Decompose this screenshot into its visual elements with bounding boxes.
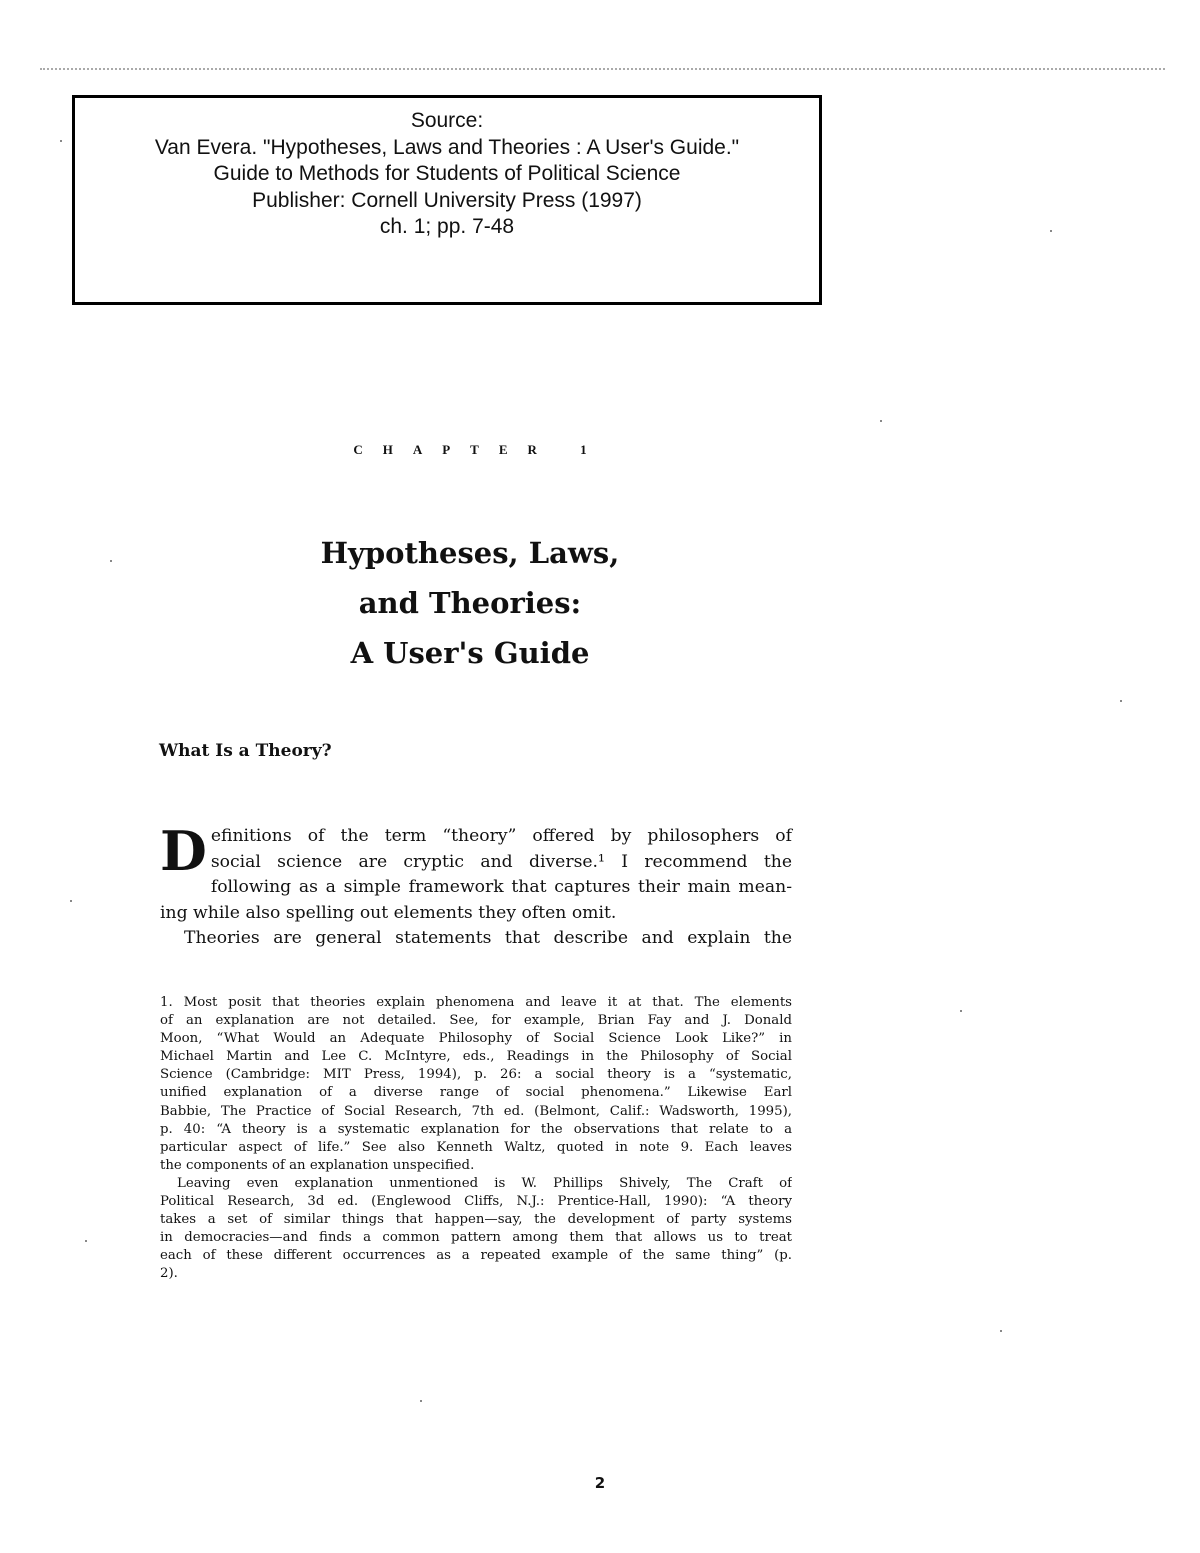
source-line: Source:	[410, 109, 484, 132]
chapter-label: CHAPTER 1	[353, 442, 607, 457]
page-number: 2	[594, 1474, 606, 1492]
footnote-line: unified explanation of a diverse range of social phenomena.” Likewise Earl	[160, 1085, 792, 1101]
footnote-line: particular aspect of life.” See also Kenneth Waltz, quoted in note 9. Each leaves	[160, 1139, 792, 1155]
source-line: Guide to Methods for Students of Political Science	[213, 162, 681, 185]
scan-speck	[1050, 230, 1052, 232]
source-line: Publisher: Cornell University Press (1997)	[252, 188, 642, 212]
footnote-line: Michael Martin and Lee C. McIntyre, eds., Readings in the Philosophy of Social	[160, 1049, 792, 1065]
body-line: efinitions of the term “theory” offered by philosophers of	[210, 826, 792, 846]
body-line: Theories are general statements that describe and explain the	[184, 928, 792, 948]
body-text	[160, 819, 792, 952]
footnote-line: Leaving even explanation unmentioned is W. Phillips Shively, The Craft of	[177, 1175, 792, 1191]
footnote-line: Babbie, The Practice of Social Research, 7th ed. (Belmont, Calif.: Wadsworth, 1995),	[160, 1103, 792, 1119]
footnote-line: the components of an explanation unspecified.	[160, 1157, 475, 1173]
footnote-line: Science (Cambridge: MIT Press, 1994), p. 26: a social theory is a “systematic,	[160, 1067, 792, 1083]
scan-speck	[1120, 700, 1122, 702]
body-line: following as a simple framework that captures their main mean-	[210, 877, 792, 897]
scan-speck	[420, 1400, 422, 1402]
scan-speck	[1000, 1330, 1002, 1332]
scan-speck	[60, 140, 62, 142]
footnote-line: in democracies—and finds a common pattern among them that allows us to treat	[160, 1230, 792, 1246]
scan-speck	[85, 1240, 87, 1242]
footnote-line: 1. Most posit that theories explain phenomena and leave it at that. The elements	[160, 995, 792, 1010]
scan-speck	[110, 560, 112, 562]
chapter-title-line: A User's Guide	[350, 636, 590, 670]
source-line: ch. 1; pp. 7-48	[379, 215, 515, 238]
footnote-line: takes a set of similar things that happen—say, the development of party systems	[160, 1212, 792, 1228]
source-citation-box	[72, 95, 822, 305]
footnote-line: Moon, “What Would an Adequate Philosophy of Social Science Look Like?” in	[160, 1031, 792, 1047]
footnote-line: Political Research, 3d ed. (Englewood Cliffs, N.J.: Prentice-Hall, 1990): “A theory	[160, 1194, 792, 1210]
scan-dotted-rule	[40, 68, 1165, 70]
section-heading: What Is a Theory?	[159, 741, 332, 761]
footnote-line: 2).	[160, 1266, 178, 1282]
drop-cap: D	[160, 819, 207, 883]
scan-speck	[960, 1010, 962, 1012]
scan-speck	[70, 900, 72, 902]
chapter-title-line: Hypotheses, Laws,	[320, 536, 620, 570]
chapter-title	[270, 528, 670, 678]
footnote-line: of an explanation are not detailed. See, for example, Brian Fay and J. Donald	[160, 1013, 792, 1029]
chapter-title-line: and Theories:	[358, 586, 582, 620]
source-line: Van Evera. "Hypotheses, Laws and Theories : A User's Guide."	[154, 135, 740, 159]
footnote-line: p. 40: “A theory is a systematic explanation for the observations that relate to a	[160, 1121, 792, 1137]
footnote-line: each of these different occurrences as a repeated example of the same thing” (p.	[160, 1248, 792, 1264]
footnotes	[160, 994, 792, 1284]
body-line: social science are cryptic and diverse.¹ I recommend the	[210, 851, 792, 872]
body-line: ing while also spelling out elements they often omit.	[160, 902, 617, 923]
scan-speck	[880, 420, 882, 422]
